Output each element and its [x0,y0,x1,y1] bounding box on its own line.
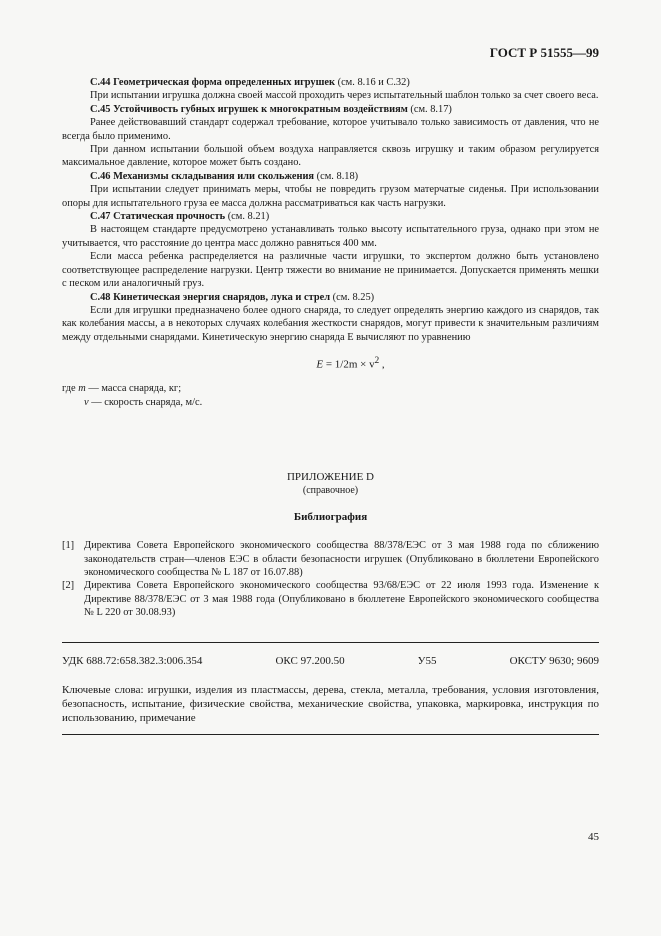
section-paragraph: При испытании игрушка должна своей массой проходить через испытательный шаблон только за счет своего веса. [90,90,599,102]
classification-codes [62,655,599,667]
section-paragraph: Если масса ребенка распределяется на различные части игрушки, то экспертом должно быть установлено соответствующее распределение нагрузки. Центр тяжести во внимание не принимается. Допускается применять мешки с песком или аналогичный груз. [62,251,599,290]
okstu-code: ОКСТУ 9630; 9609 [509,655,599,667]
definition-m: где m — масса снаряда, кг; [62,383,182,395]
oks-code: ОКС 97.200.50 [275,655,345,667]
formula-lhs: E [316,358,324,371]
formula [102,354,599,372]
divider-bottom [62,734,599,735]
section-heading-c47: С.47 Статическая прочность (см. 8.21) [90,211,270,223]
section-paragraph: Ранее действовавший стандарт содержал требование, которое учитывало только зависимость от давления, что не всегда было применимо. [62,117,599,142]
document-code: ГОСТ Р 51555—99 [489,45,599,60]
document-body [62,76,599,620]
bibliography-title: Библиография [293,510,368,523]
reference-number: [1] [62,540,75,552]
section-paragraph: При данном испытании большой объем воздуха направляется сквозь игрушку и таким образом регулируется максимальное давление, которое может быть создано. [62,144,599,169]
reference-text: Директива Совета Европейского экономического сообщества 88/378/ЕЭС от 3 мая 1988 года по сближению законодательств стран—членов ЕЭС в области безопасности игрушек (Опубликовано в бюллетени Европейского экономического сообщества № L 187 от 16.07.88) [84,540,599,579]
section-heading-c45: С.45 Устойчивость губных игрушек к многократным воздействиям (см. 8.17) [90,103,452,115]
formula-rhs: = 1/2m × v [323,358,375,371]
page-number: 45 [588,831,599,843]
section-paragraph: Если для игрушки предназначено более одного снаряда, то следует определять энергию каждого из снарядов, так как колебания массы, а в некоторых случаях колебания жесткости снарядов, могут привести к значительным различиям между отдельными снарядами. Кинетическую энергию снаряда E вычисляют по уравнению [62,304,599,343]
appendix-subtitle: (справочное) [302,485,359,497]
reference-item [62,579,599,619]
formula-tail: , [379,358,385,371]
divider-top [62,642,599,643]
formula-exp: 2 [374,355,380,366]
reference-number: [2] [62,580,75,592]
reference-text: Директива Совета Европейского экономического сообщества 93/68/ЕЭС от 22 июля 1993 года. Изменение к Директиве 88/378/ЕЭС от 3 мая 1988 года (Опубликовано в бюллетене Европейского экономического сообщества № L 220 от 30.08.93) [84,580,599,619]
section-paragraph: При испытании следует принимать меры, чтобы не повредить грузом матерчатые сиденья. При использовании опоры для испытательного груза ее масса должна рассматриваться как часть нагрузки. [62,184,599,209]
appendix-title: ПРИЛОЖЕНИЕ D [286,471,374,483]
u-code: У55 [417,655,437,667]
section-heading-c46: С.46 Механизмы складывания или скольжения (см. 8.18) [90,170,359,182]
definition-v: v — скорость снаряда, м/с. [84,396,203,408]
reference-list [62,539,599,619]
section-heading-c48: С.48 Кинетическая энергия снарядов, лука и стрел (см. 8.25) [90,291,375,303]
sections [62,76,599,344]
section-heading-c44: С.44 Геометрическая форма определенных игрушек (см. 8.16 и С.32) [90,77,410,88]
reference-item [62,539,599,579]
keywords: Ключевые слова: игрушки, изделия из пластмассы, дерева, стекла, металла, требования, условия изготовления, безопасность, испытание, физические свойства, механические свойства, упаковка, маркировка, инструкция по использованию, примечание [62,684,599,725]
udk-code: УДК 688.72:658.382.3:006.354 [62,655,203,667]
section-paragraph: В настоящем стандарте предусмотрено устанавливать только высоту испытательного груза, однако при этом не учитывается, что расстояние до центра масс должно равняться 400 мм. [62,224,599,249]
